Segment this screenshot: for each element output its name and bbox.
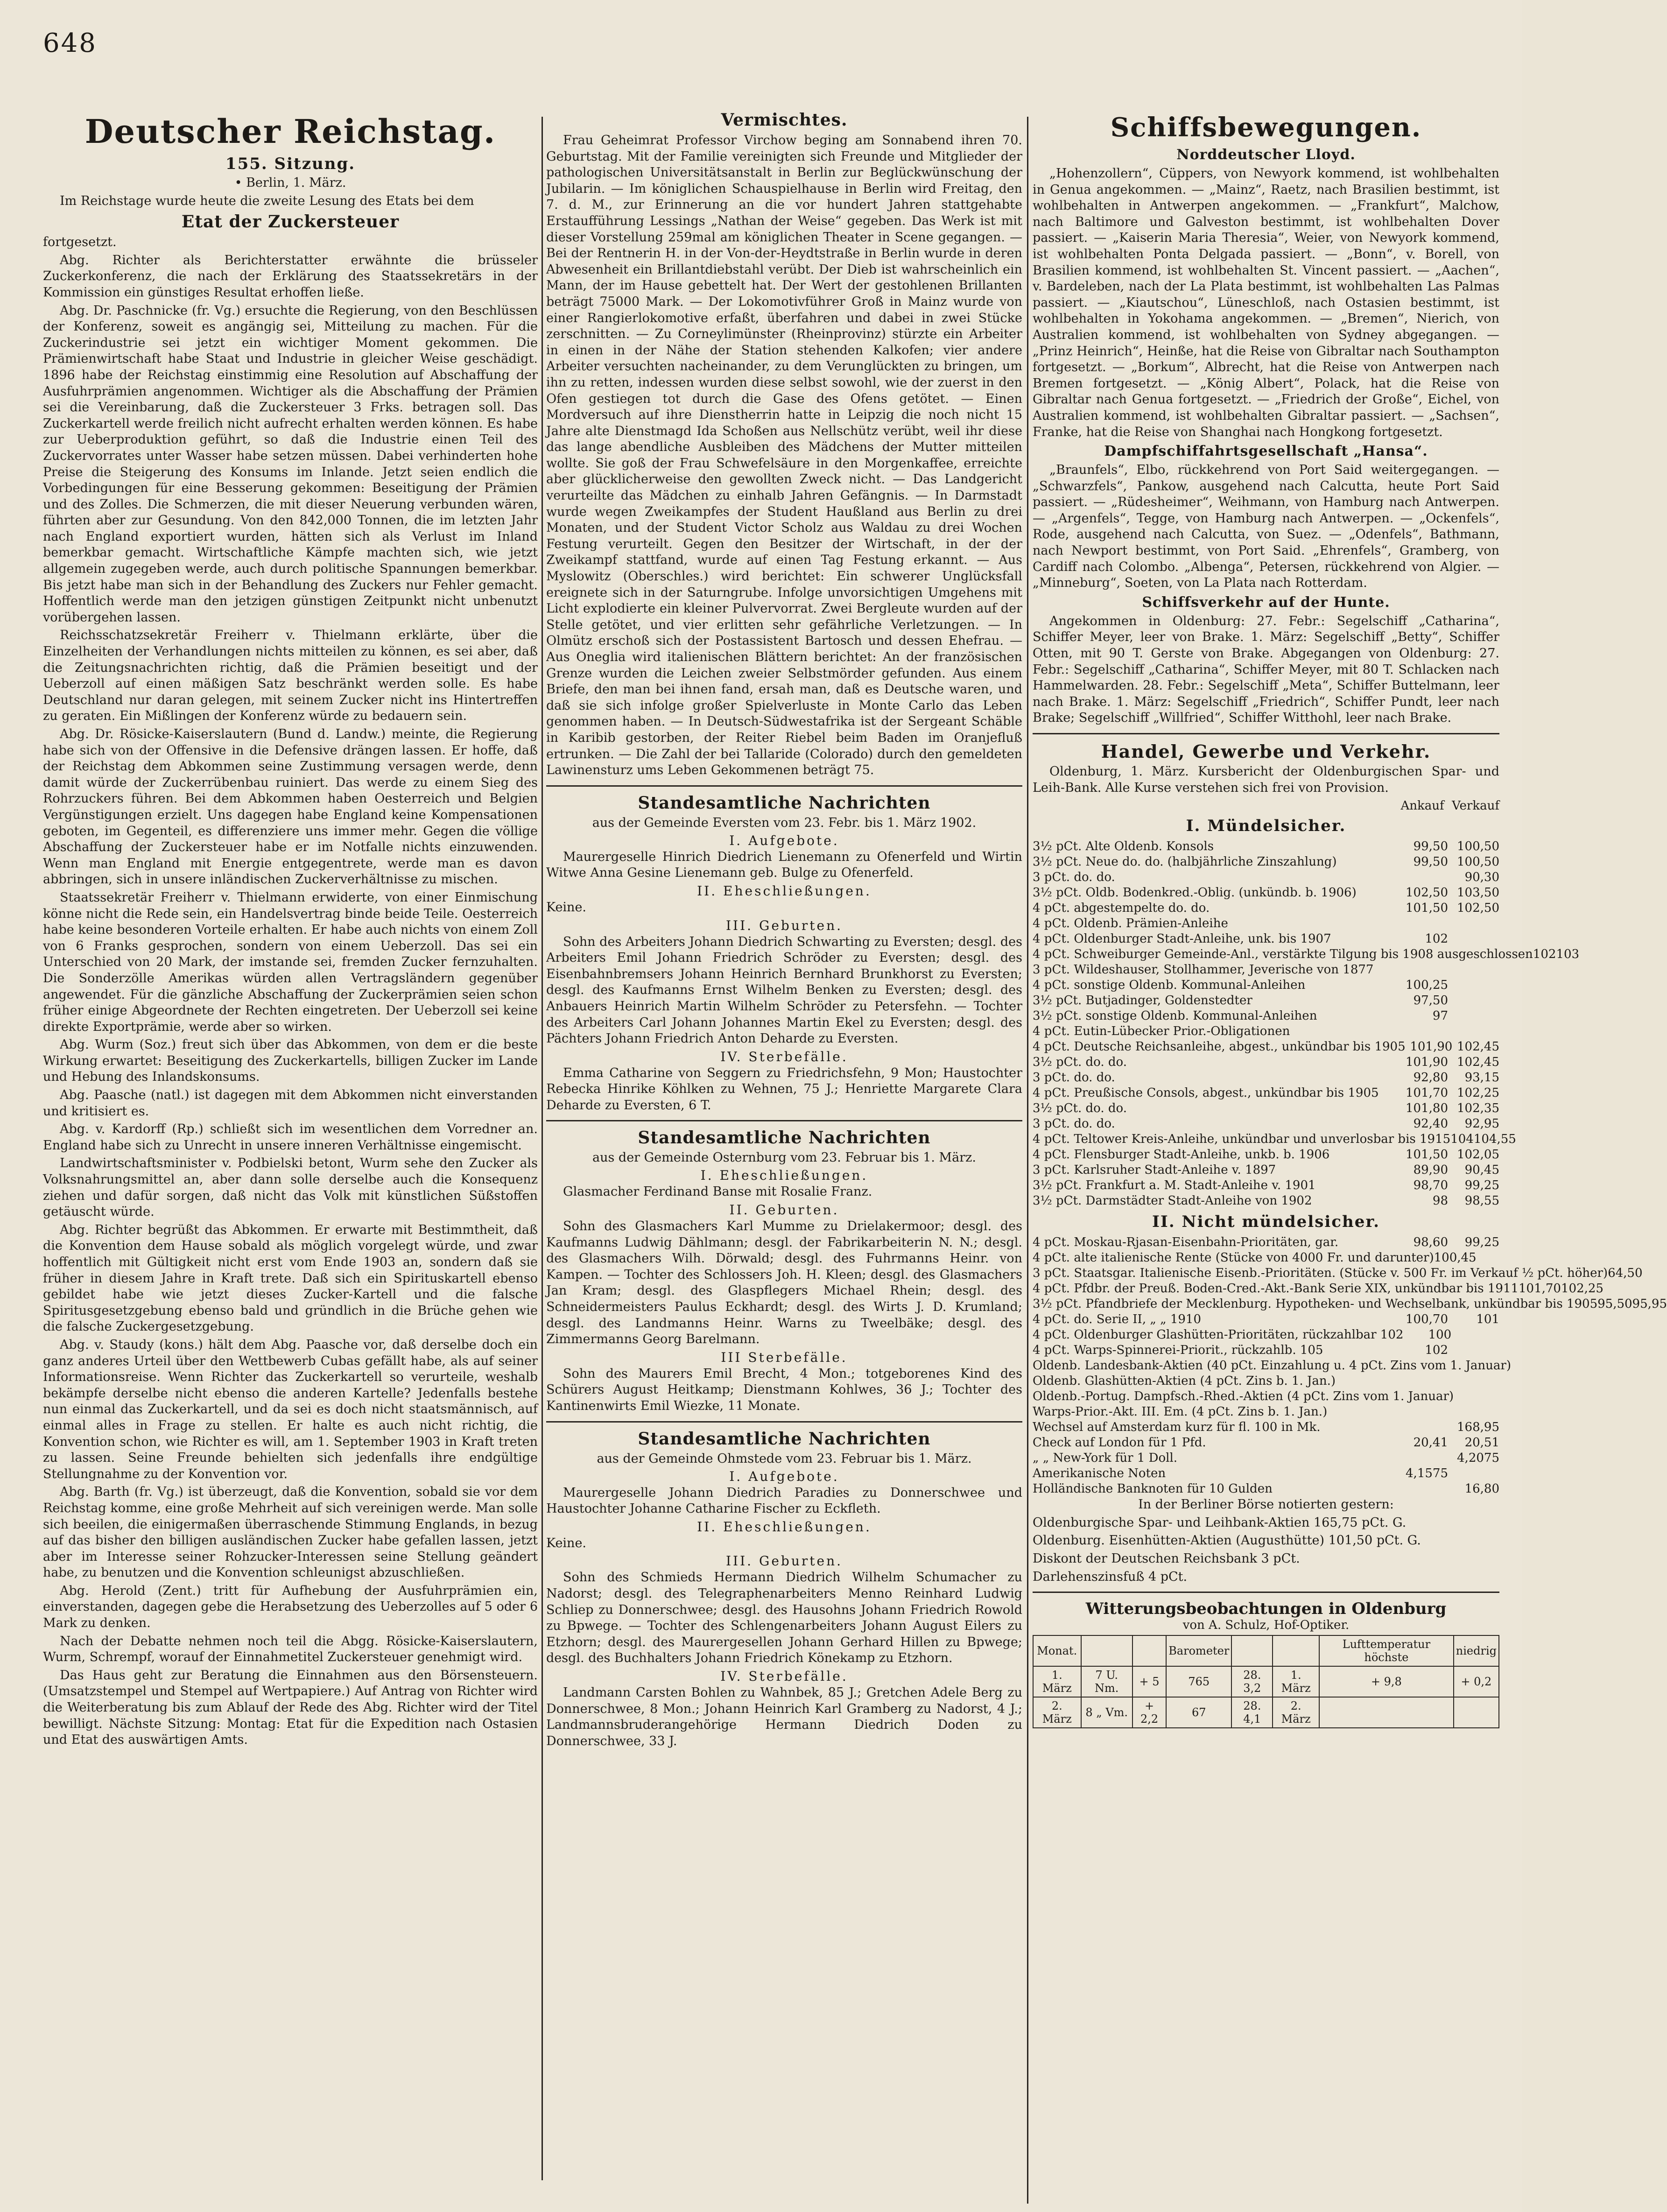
- paragraph: fortgesetzt.: [43, 235, 117, 250]
- table-row: [1033, 962, 1499, 978]
- security-name: 4 pCt. Eutin-Lübecker Prior.-Obligationen: [1033, 1024, 1290, 1039]
- security-name: Holländische Banknoten für 10 Gulden: [1033, 1482, 1273, 1496]
- finance-title: Handel, Gewerbe und Verkehr.: [1101, 741, 1431, 762]
- registry-text: Landmann Carsten Bohlen zu Wahnbek, 85 J.; Gretchen Adele Berg zu Donnerschwee, 8 Mon.; Johann Heinrich Karl Gramberg zu Nadorst, 4 J.; Landmannsbruderangehörige Hermann Diedrich Doden zu Donnerschwee, 33 J.: [546, 1685, 1022, 1748]
- table-row: [1033, 854, 1499, 870]
- table-row: [1033, 1358, 1511, 1374]
- buy-price: 102: [1425, 932, 1448, 946]
- weather-title: Witterungsbeobachtungen in Oldenburg: [1085, 1599, 1447, 1619]
- buy-price: 95,50: [1597, 1297, 1632, 1311]
- buy-price: [1397, 916, 1448, 931]
- weather-cell: + 2,2: [1132, 1697, 1166, 1728]
- sell-price: [1448, 1343, 1499, 1358]
- weather-body: [1033, 1666, 1499, 1728]
- sell-price: [1448, 1466, 1499, 1481]
- shipping-subtitle-hansa: Dampfschiffahrtsgesellschaft „Hansa“.: [1104, 443, 1428, 460]
- registry-text: Sohn des Glasmachers Karl Mumme zu Drielakermoor; desgl. des Kaufmanns Ludwig Dählmann; desgl. der Fabrikarbeiterin N. N.; desgl. des Glasmachers Wilh. Dörwald; desgl. des Fuhrmanns Heinr. von Kampen. — Tochter des Schlossers Joh. H. Kleen; desgl. des Glasmachers Jan Kram; desgl. des Glaspflegers Michael Rhein; desgl. des Schneidermeisters Paulus Eckhardt; desgl. des Wirts J. D. Krumland; desgl. des Landmanns Heinr. Warns zu Tweelbäke; desgl. des Zimmermanns Georg Barelmann.: [546, 1219, 1022, 1347]
- buy-price: 89,90: [1413, 1163, 1448, 1177]
- buy-price: 100,45: [1434, 1251, 1477, 1265]
- weather-header-cell: [1132, 1635, 1166, 1666]
- sell-price: 102,35: [1457, 1101, 1499, 1116]
- weather-subtitle: von A. Schulz, Hof-Optiker.: [1182, 1618, 1350, 1633]
- paragraph: Abg. Paasche (natl.) ist dagegen mit dem Abkommen nicht einverstanden und kritisiert es.: [43, 1088, 538, 1119]
- table-row: [1033, 1281, 1604, 1296]
- paragraph: Abg. v. Kardorff (Rp.) schließt sich im wesentlichen dem Vorredner an. England habe sich zu Unrecht in unsere inneren Verhältnisse eingemischt.: [43, 1122, 538, 1153]
- finance-category: II. Nicht mündelsicher.: [1152, 1212, 1380, 1232]
- security-name: 4 pCt. Warps-Spinnerei-Priorit., rückzahlb. 105: [1033, 1343, 1323, 1358]
- table-row: [1033, 1327, 1499, 1343]
- security-name: 3 pCt. do. do.: [1033, 1117, 1115, 1131]
- security-name: 3 pCt. do. do.: [1033, 1071, 1115, 1085]
- paragraph: Abg. Dr. Paschnicke (fr. Vg.) ersuchte die Regierung, von den Beschlüssen der Konferenz, soweit es angängig sei, Mitteilung zu machen. Für die Zuckerindustrie sei jetzt ein wichtiger Moment gekommen. Die Prämienwirtschaft habe Staat und Industrie in gleicher Weise geschädigt. 1896 habe der Reichstag einstimmig eine Resolution auf Abschaffung der Ausfuhrprämien angenommen. Wichtiger als die Abschaffung der Prämien sei die Vereinbarung, daß die Zuckersteuer 3 Frks. betragen soll. Das Zuckerkartell werde freilich nicht aufrecht erhalten werden können. Es habe zur Ueberproduktion geführt, so daß die Industrie einen Teil des Zuckervorrates unter Wasser habe setzen müssen. Dabei verhinderten hohe Preise die Steigerung des Konsums im Inlande. Jetzt seien endlich die Vorbedingungen für eine Besserung gekommen: Beseitigung der Prämien und des Zolles. Die Schmerzen, die mit dieser Neuerung verbunden wären, führten aber zur Gesundung. Von den 842,000 Tonnen, die im letzten Jahr nach England exportiert wurden, hätten sich als Verlust im Inland bemerkbar gemacht. Wirtschaftliche Kämpfe machten sich, wie jetzt allgemein zugegeben werde, auch durch politische Spannungen bemerkbar. Bis jetzt habe man sich in der Behandlung des Zuckers nur Fehler gemacht. Hoffentlich werde man den jetzigen günstigen Zeitpunkt nicht unbenutzt vorübergehen lassen.: [43, 303, 538, 625]
- registry-heading: IV. Sterbefälle.: [720, 1668, 848, 1684]
- buy-price: 100,25: [1406, 978, 1448, 993]
- weather-cell: 765: [1166, 1666, 1231, 1697]
- sell-price: 104,55: [1473, 1132, 1516, 1147]
- sell-price: [1448, 978, 1499, 993]
- sell-price: [1451, 1327, 1499, 1343]
- registry-text: Sohn des Arbeiters Johann Diedrich Schwarting zu Eversten; desgl. des Arbeiters Emil Johann Friedrich Schröder zu Eversten; desgl. des Eisenbahnbremsers Johann Heinrich Bernhard Brunkhorst zu Eversten; desgl. des Kaufmanns Ernst Wilhelm Benken zu Eversten; desgl. des Anbauers Heinrich Martin Wilhelm Schröder zu Petersfehn. — Tochter des Arbeiters Carl Johann Johannes Martin Ekel zu Eversten; desgl. des Pächters Johann Friedrich Anton Deharde zu Eversten.: [546, 934, 1022, 1046]
- buy-price: 92,40: [1413, 1117, 1448, 1131]
- registry-text: Sohn des Schmieds Hermann Diedrich Wilhelm Schumacher zu Nadorst; desgl. des Telegraphenarbeiters Menno Reinhard Ludwig Schliep zu Donnerschwee; desgl. des Hausohns Johann Friedrich Rowold zu Bpwege. — Tochter des Schlengenarbeiters Johann August Eilers zu Etzhorn; desgl. des Maurergesellen Johann Gerhard Hillen zu Bpwege; desgl. des Buchhalters Johann Friedrich Könekamp zu Etzhorn.: [546, 1570, 1022, 1666]
- buy-price: 100,70: [1406, 1312, 1448, 1327]
- sell-price: 100,50: [1457, 855, 1499, 869]
- weather-cell: [1454, 1697, 1499, 1728]
- column-divider: [1027, 117, 1028, 2204]
- table-row: [1033, 1697, 1499, 1728]
- table-row: [1033, 916, 1499, 931]
- security-name: 3½ pCt. Neue do. do. (halbjährliche Zinszahlung): [1033, 855, 1337, 869]
- buy-price: [1397, 1451, 1448, 1466]
- registry-heading: III. Geburten.: [725, 1553, 843, 1569]
- finance-table-1: [1033, 839, 1580, 1209]
- security-name: „ „ New-York für 1 Doll.: [1033, 1451, 1178, 1465]
- registry-subtitle: aus der Gemeinde Eversten vom 23. Febr. bis 1. März 1902.: [592, 815, 977, 830]
- finance-note: Oldenburg. Eisenhütten-Aktien (Augusthütte) 101,50 pCt. G.: [1033, 1533, 1421, 1548]
- security-name: 4 pCt. alte italienische Rente (Stücke von 4000 Fr. und darunter): [1033, 1251, 1434, 1265]
- shipping-title: Schiffsbewegungen.: [1110, 112, 1422, 143]
- sell-price: 102,45: [1457, 1055, 1499, 1070]
- registry-title: Standesamtliche Nachrichten: [638, 1429, 931, 1449]
- registry-title: Standesamtliche Nachrichten: [638, 1128, 931, 1148]
- sell-price: [1448, 1404, 1499, 1420]
- security-name: Amerikanische Noten: [1033, 1466, 1166, 1481]
- registry-heading: III. Geburten.: [725, 917, 843, 933]
- table-row: [1033, 1132, 1516, 1147]
- registry-text: Glasmacher Ferdinand Banse mit Rosalie Franz.: [563, 1184, 872, 1199]
- security-name: 3 pCt. Wildeshauser, Stollhammer, Jeverische von 1877: [1033, 963, 1374, 977]
- misc-body: [546, 133, 1022, 779]
- weather-cell: 67: [1166, 1697, 1231, 1728]
- finance-note: Darlehenszinsfuß 4 pCt.: [1033, 1569, 1188, 1584]
- sell-price: 102,05: [1457, 1148, 1499, 1162]
- table-row: [1033, 1435, 1499, 1451]
- column-divider: [542, 117, 543, 2180]
- security-name: 4 pCt. do. Serie II, „ „ 1910: [1033, 1312, 1201, 1327]
- sell-price: 102,25: [1457, 1086, 1499, 1100]
- buy-price: [1397, 1404, 1448, 1420]
- security-name: 3 pCt. Staatsgar. Italienische Eisenb.-Prioritäten. (Stücke v. 500 Fr. im Verkauf ½ pCt. höher): [1033, 1266, 1608, 1281]
- buy-price: [1397, 962, 1448, 978]
- weather-header-cell: [1081, 1635, 1132, 1666]
- registry-text: Keine.: [546, 900, 587, 915]
- sell-price: 101: [1476, 1312, 1499, 1327]
- paragraph: Abg. v. Staudy (kons.) hält dem Abg. Paasche vor, daß derselbe doch ein ganz anderes Urteil über den Wettbewerb Cubas gefällt habe, als auf seiner Informationsreise. Wenn Richter das Zuckerkartell so verurteile, weshalb bekämpfe derselbe nicht ebenso die anderen Kartelle? Jedenfalls bestehe nun einmal das Zuckerkartell, und da sei es doch nicht staatsmännisch, auf einmal alles in Frage zu stellen. Er halte es auch nicht richtig, die Konvention schon, wie Richter es will, am 1. September 1903 in Kraft treten zu lassen. Seine Freunde behielten sich jedenfalls ihre endgültige Stellungnahme zu der Konvention vor.: [43, 1337, 538, 1481]
- civil-registry-ohmstede: [546, 1429, 1022, 1750]
- buy-price: 101,80: [1406, 1101, 1448, 1116]
- registry-heading: III Sterbefälle.: [721, 1349, 848, 1365]
- weather-cell: 28. 4,1: [1231, 1697, 1273, 1728]
- sell-price: 102,45: [1457, 1040, 1499, 1054]
- paragraph: Nach der Debatte nehmen noch teil die Abgg. Rösicke-Kaiserslautern, Wurm, Schrempf, worauf der Einnahmetitel Zuckersteuer genehmigt wird.: [43, 1634, 538, 1665]
- buy-price: 98,70: [1413, 1178, 1448, 1193]
- sell-price: [1448, 962, 1499, 978]
- finance-subtitle: Oldenburg, 1. März. Kursbericht der Oldenburgischen Spar- und Leih-Bank. Alle Kurse verstehen sich frei von Provision.: [1033, 764, 1499, 795]
- registry-heading: II. Eheschließungen.: [697, 883, 872, 899]
- finance-note: In der Berliner Börse notierten gestern:: [1138, 1497, 1394, 1512]
- shipping-text: „Hohenzollern“, Cüppers, von Newyork kommend, ist wohlbehalten in Genua angekommen. — „Mainz“, Raetz, nach Brasilien bestimmt, ist wohlbehalten in Antwerpen angekommen. — „Frankfurt“, Malchow, nach Baltimore und Galveston bestimmt, ist wohlbehalten Dover passiert. — „Kaiserin Maria Theresia“, Weier, von Newyork kommend, ist wohlbehalten Ponta Delgada passiert. — „Bonn“, v. Borell, von Brasilien kommend, ist wohlbehalten St. Vincent passiert. — „Aachen“, v. Bardeleben, nach der La Plata bestimmt, ist wohlbehalten Las Palmas passiert. — „Kiautschou“, Lüneschloß, nach Ostasien bestimmt, ist wohlbehalten in Yokohama angekommen. — „Bremen“, Nierich, von Australien kommend, ist wohlbehalten von Sydney abgegangen. — „Prinz Heinrich“, Heinße, hat die Reise von Gibraltar nach Southampton fortgesetzt. — „Borkum“, Albrecht, hat die Reise von Antwerpen nach Bremen fortgesetzt. — „König Albert“, Polack, hat die Reise von Gibraltar nach Genua fortgesetzt. — „Friedrich der Große“, Eichel, von Australien kommend, ist wohlbehalten Gibraltar passiert. — „Sachsen“, Franke, hat die Reise von Shanghai nach Hongkong fortgesetzt.: [1033, 166, 1499, 439]
- security-name: 4 pCt. Flensburger Stadt-Anleihe, unkb. b. 1906: [1033, 1148, 1330, 1162]
- col-header-buy: Ankauf: [1400, 799, 1444, 813]
- security-name: 3½ pCt. Darmstädter Stadt-Anleihe von 1902: [1033, 1194, 1312, 1208]
- buy-price: 99,50: [1413, 839, 1448, 854]
- weather-header-cell: [1273, 1635, 1319, 1666]
- paragraph: Reichsschatzsekretär Freiherr v. Thielmann erklärte, über die Einzelheiten der Verhandlungen nichts mitteilen zu können, es sei aber, daß die Zeitungsnachrichten richtig, daß die Prämien beseitigt und der Ueberzoll auf einen mäßigen Satz beschränkt werden solle. Es habe Deutschland nur daran gelegen, mit seinem Zucker nicht ins Hintertreffen zu geraten. Ein Mißlingen der Konferenz würde zu bedauern sein.: [43, 628, 538, 724]
- buy-price: 64,50: [1608, 1266, 1643, 1281]
- security-name: 3½ pCt. Butjadinger, Goldenstedter: [1033, 993, 1252, 1008]
- registry-heading: I. Eheschließungen.: [700, 1168, 868, 1183]
- sell-price: [1477, 1250, 1499, 1266]
- table-row: [1033, 901, 1499, 916]
- article-body: [43, 234, 538, 1748]
- sell-price: [1448, 1008, 1499, 1024]
- registry-heading: II. Eheschließungen.: [697, 1519, 872, 1535]
- table-row: [1033, 1404, 1499, 1420]
- sell-price: 95,95: [1632, 1297, 1667, 1311]
- sell-price: 4,2075: [1457, 1451, 1499, 1465]
- buy-price: 20,41: [1413, 1436, 1448, 1450]
- hunte-title: Schiffsverkehr auf der Hunte.: [1142, 594, 1390, 611]
- paragraph: Staatssekretär Freiherr v. Thielmann erwiderte, von einer Einmischung könne nicht die Rede sein, ein Handelsvertrag binde beide Teile. Oesterreich habe keine besonderen Vorteile erhalten. Er habe auch nichts von einem Zoll von 6 Franks gesprochen, sondern von einem Ueberzoll. Das sei ein Unterschied von 20 Mark, der imstande sei, fremden Zucker fernzuhalten. Die Sonderzölle Amerikas würden allen Vertragsländern gegenüber angewendet. Für die gänzliche Abschaffung der Zuckerprämien seien schon früher einige Abgeordnete der Rechten eingetreten. Der Ueberzoll sei keine direkte Exportprämie, werde aber so wirken.: [43, 890, 538, 1034]
- table-row: [1033, 1116, 1499, 1132]
- column-miscellaneous: [546, 107, 1022, 2208]
- buy-price: 4,1575: [1406, 1466, 1448, 1481]
- sell-price: 20,51: [1464, 1436, 1499, 1450]
- buy-price: 98,60: [1413, 1235, 1448, 1250]
- finance-category: I. Mündelsicher.: [1186, 817, 1346, 836]
- divider: [546, 785, 1022, 787]
- weather-header-cell: Lufttemperatur höchste: [1319, 1635, 1454, 1666]
- security-name: 4 pCt. Oldenburger Glashütten-Prioritäten, rückzahlbar 102: [1033, 1328, 1404, 1342]
- sell-price: [1448, 931, 1499, 947]
- sell-price: 103,50: [1457, 886, 1499, 900]
- sell-price: [1448, 1374, 1499, 1389]
- table-row: [1033, 1296, 1667, 1312]
- etat-title: Etat der Zuckersteuer: [181, 212, 400, 232]
- table-row: [1033, 1101, 1499, 1116]
- security-name: Wechsel auf Amsterdam kurz für fl. 100 in Mk.: [1033, 1420, 1321, 1435]
- security-name: 3½ pCt. Oldb. Bodenkred.-Oblig. (unkündb. b. 1906): [1033, 886, 1357, 900]
- table-row: [1033, 1178, 1499, 1193]
- paragraph: Abg. Herold (Zent.) tritt für Aufhebung der Ausfuhrprämien ein, einverstanden, dagegen gebe die Herabsetzung des Ueberzolles auf 5 oder 6 Mark zu denken.: [43, 1583, 538, 1631]
- paragraph: Abg. Dr. Rösicke-Kaiserslautern (Bund d. Landw.) meinte, die Regierung habe sich von der Offensive in die Defensive drängen lassen. Er hoffe, daß der Reichstag dem Abkommen seine Zustimmung versagen werde, denn damit würde der Zuckerrübenbau ruiniert. Das werde zu einem Sieg des Rohrzuckers führen. Bei dem Abkommen haben Oesterreich und Belgien Vergünstigungen erzielt. Uns dagegen habe England keine Kompensationen geboten, im Gegenteil, es differenziere uns immer mehr. Gegen die völlige Abschaffung der Zuckersteuer habe er im Notfalle nichts einzuwenden. Wenn man England mit Energie entgegentrete, werde man es davon abbringen, sich in unsere inländischen Zuckerverhältnisse zu mischen.: [43, 727, 538, 887]
- table-row: [1033, 1235, 1499, 1250]
- security-name: 4 pCt. Oldenb. Prämien-Anleihe: [1033, 916, 1228, 931]
- divider: [546, 1120, 1022, 1121]
- section-title: Vermischtes.: [721, 110, 848, 130]
- column-reichstag: [43, 107, 538, 2115]
- buy-price: [1397, 1481, 1448, 1497]
- weather-cell: + 5: [1132, 1666, 1166, 1697]
- table-row: [1033, 1374, 1499, 1389]
- security-name: 3½ pCt. Alte Oldenb. Konsols: [1033, 839, 1214, 854]
- security-name: Check auf London für 1 Pfd.: [1033, 1436, 1206, 1450]
- registry-subtitle: aus der Gemeinde Osternburg vom 23. Februar bis 1. März.: [592, 1150, 976, 1165]
- registry-subtitle: aus der Gemeinde Ohmstede vom 23. Februar bis 1. März.: [597, 1451, 972, 1466]
- security-name: 4 pCt. abgestempelte do. do.: [1033, 901, 1210, 916]
- security-name: 4 pCt. Moskau-Rjasan-Eisenbahn-Prioritäten, gar.: [1033, 1235, 1339, 1250]
- weather-header-cell: niedrig: [1454, 1635, 1499, 1666]
- sell-price: 99,25: [1464, 1235, 1499, 1250]
- paragraph: Das Haus geht zur Beratung die Einnahmen aus den Börsensteuern. (Umsatzstempel und Stempel auf Wertpapiere.) Auf Antrag von Richter wird die Weiterberatung bis zum Ablauf der Rede des Abg. Richter wird der Titel bewilligt. Nächste Sitzung: Montag: Etat für die Expedition nach Ostasien und Etat des auswärtigen Amts.: [43, 1668, 538, 1747]
- table-row: [1033, 1085, 1499, 1101]
- buy-price: [1397, 1420, 1448, 1435]
- weather-cell: 2. März: [1273, 1697, 1319, 1728]
- table-row: [1033, 870, 1499, 885]
- hunte-text: Angekommen in Oldenburg: 27. Febr.: Segelschiff „Catharina“, Schiffer Meyer, leer von Brake. 1. März: Segelschiff „Betty“, Schiffer Otten, mit 90 T. Gerste von Brake. Abgegangen von Oldenburg: 27. Febr.: Segelschiff „Catharina“, Schiffer Meyer, mit 80 T. Schlacken nach Hammelwarden. 28. Febr.: Segelschiff „Meta“, Schiffer Buttelmann, leer nach Brake. 1. März: Segelschiff „Friedrich“, Schiffer Pundt, leer nach Brake; Segelschiff „Willfried“, Schiffer Witthohl, leer nach Brake.: [1033, 613, 1499, 726]
- weather-cell: 8 „ Vm.: [1081, 1697, 1132, 1728]
- security-name: 4 pCt. Pfdbr. der Preuß. Boden-Cred.-Akt.-Bank Serie XIX, unkündbar bis 1911: [1033, 1282, 1519, 1296]
- buy-price: [1397, 1024, 1448, 1039]
- article-masthead: Deutscher Reichstag.: [84, 112, 496, 151]
- buy-price: 101,90: [1406, 1055, 1448, 1070]
- registry-heading: II. Geburten.: [729, 1202, 839, 1218]
- page-number: 648: [43, 28, 97, 58]
- security-name: Oldenb. Landesbank-Aktien (40 pCt. Einzahlung u. 4 pCt. Zins vom 1. Januar): [1033, 1359, 1511, 1373]
- table-row: [1033, 1343, 1499, 1358]
- finance-note: Diskont der Deutschen Reichsbank 3 pCt.: [1033, 1551, 1300, 1566]
- security-name: 3½ pCt. Pfandbriefe der Mecklenburg. Hypotheken- und Wechselbank, unkündbar bis 1905: [1033, 1297, 1598, 1311]
- security-name: Oldenb.-Portug. Dampfsch.-Rhed.-Aktien (4 pCt. Zins vom 1. Januar): [1033, 1389, 1454, 1404]
- weather-cell: + 0,2: [1454, 1666, 1499, 1697]
- security-name: 3½ pCt. do. do.: [1033, 1055, 1127, 1070]
- paragraph: Abg. Wurm (Soz.) freut sich über das Abkommen, von dem er die beste Wirkung erwartet: Beseitigung des Zuckerkartells, billigen Zucker im Lande und Hebung des Inlandskonsums.: [43, 1037, 538, 1085]
- dateline: • Berlin, 1. März.: [234, 176, 346, 190]
- table-row: [1033, 1250, 1499, 1266]
- buy-price: 104: [1450, 1132, 1474, 1147]
- col-header-sell: Verkauf: [1452, 799, 1499, 813]
- column-shipping-finance: [1033, 107, 1667, 2208]
- weather-header-cell: Monat.: [1033, 1635, 1081, 1666]
- paragraph: Abg. Barth (fr. Vg.) ist überzeugt, daß die Konvention, sobald sie vor dem Reichstag komme, eine große Mehrheit auf sich vereinigen werde. Man solle sich beeilen, die einigermaßen überraschende Stimmung Englands, in bezug auf das bisher den billigen ausländischen Zucker habe gefallen lassen, jetzt aber im Interesse seiner Rohzucker-Interessen seine Stellung geändert habe, zu benutzen und die Konvention schleunigst abzuschließen.: [43, 1485, 538, 1580]
- weather-table: [1033, 1635, 1499, 1728]
- security-name: 3½ pCt. Frankfurt a. M. Stadt-Anleihe v. 1901: [1033, 1178, 1316, 1193]
- paragraph: Landwirtschaftsminister v. Podbielski betont, Wurm sehe den Zucker als Volksnahrungsmittel an, aber dann solle derselbe auch die Konsequenz ziehen und dafür sorgen, daß nicht das Volk mit künstlichen Süßstoffen getäuscht würde.: [43, 1156, 538, 1219]
- paragraph: Abg. Richter begrüßt das Abkommen. Er erwarte mit Bestimmtheit, daß die Konvention dem Hause sobald als möglich vorgelegt würde, und zwar hoffentlich mit Gültigkeit nicht erst vom Ende 1903 an, sondern daß sie früher in diesem Jahre in Kraft trete. Daß sich ein Spirituskartell ebenso gebildet habe wie jetzt dieses Zucker-Kartell und die falsche Spiritusgesetzgebung ebenso bald und gründlich in die Brüche gehen wie die falsche Zuckergesetzgebung.: [43, 1222, 538, 1334]
- buy-price: 102: [1425, 1343, 1448, 1358]
- security-name: 4 pCt. Schweiburger Gemeinde-Anl., verstärkte Tilgung bis 1908 ausgeschlossen: [1033, 947, 1533, 962]
- security-name: 4 pCt. Teltower Kreis-Anleihe, unkündbar und unverlosbar bis 1915: [1033, 1132, 1451, 1147]
- table-row: [1033, 1193, 1499, 1209]
- sell-price: 93,15: [1464, 1071, 1499, 1085]
- intro-text: Im Reichstage wurde heute die zweite Lesung des Etats bei dem: [60, 193, 474, 208]
- security-name: 3 pCt. Karlsruher Stadt-Anleihe v. 1897: [1033, 1163, 1276, 1177]
- divider: [1033, 733, 1499, 734]
- divider: [546, 1421, 1022, 1423]
- sell-price: [1448, 916, 1499, 931]
- table-row: [1033, 1024, 1499, 1039]
- shipping-text-hansa: „Braunfels“, Elbo, rückkehrend von Port Said weitergegangen. — „Schwarzfels“, Pankow, ausgehend nach Calcutta, heute Port Said passiert. — „Rüdesheimer“, Weihmann, von Hamburg nach Antwerpen. — „Argenfels“, Tegge, von Hamburg nach Antwerpen. — „Ockenfels“, Rode, ausgehend nach Calcutta, von Suez. — „Odenfels“, Bathmann, nach Newport bestimmt, von Port Said. „Ehrenfels“, Gramberg, von Cardiff nach Colombo. „Albenga“, Petersen, rückkehrend von Algier. — „Minneburg“, Soeten, von La Plata nach Rotterdam.: [1033, 463, 1499, 591]
- registry-text: Maurergeselle Johann Diedrich Paradies zu Donnerschwee und Haustochter Johanne Catharine Fischer zu Eckfleth.: [546, 1485, 1022, 1516]
- security-name: 4 pCt. Deutsche Reichsanleihe, abgest., unkündbar bis 1905: [1033, 1040, 1406, 1054]
- table-row: [1033, 1070, 1499, 1085]
- table-row: [1033, 839, 1499, 854]
- buy-price: [1397, 870, 1448, 885]
- sell-price: [1448, 993, 1499, 1008]
- weather-cell: 1. März: [1273, 1666, 1319, 1697]
- security-name: Oldenb. Glashütten-Aktien (4 pCt. Zins b. 1. Jan.): [1033, 1374, 1336, 1388]
- sell-price: 92,95: [1464, 1117, 1499, 1131]
- paragraph: Frau Geheimrat Professor Virchow beging am Sonnabend ihren 70. Geburtstag. Mit der Familie vereinigten sich Freunde und Mitglieder der pathologischen Universitätsanstalt in Berlin zur Beglückwünschung der Jubilarin. — Im königlichen Schauspielhause in Berlin wird Freitag, den 7. d. M., zur Erinnerung an die vor hundert Jahren stattgehabte Erstaufführung Lessings „Nathan der Weise“ gegeben. Das Werk ist mit dieser Vorstellung 259mal am königlichen Theater in Scene gegangen. — Bei der Rentnerin H. in der Von-der-Heydtstraße in Berlin wurde in deren Abwesenheit ein Brillantdiebstahl verübt. Der Dieb ist wahrscheinlich ein Mann, der im Hause gebettelt hat. Der Wert der gestohlenen Brillanten beträgt 75000 Mark. — Der Lokomotivführer Groß in Mainz wurde von einer Rangierlokomotive erfaßt, überfahren und dabei in zwei Stücke zerschnitten. — Zu Corneylimünster (Rheinprovinz) stürzte ein Arbeiter in einen in der Nähe der Station stehenden Kalkofen; vier andere Arbeiter versuchten nacheinander, zu dem Verunglückten zu bringen, um ihn zu retten, indessen wurden diese selbst sowohl, wie der zuerst in den Ofen gestiegen tot durch die Gase des Ofens getötet. — Einen Mordversuch auf ihre Dienstherrin hatte in Leipzig die noch nicht 15 Jahre alte Dienstmagd Ida Schoßen aus Nellschütz verübt, weil ihr diese das lange abendliche Ausbleiben des Mädchens der Mutter mitteilen wollte. Sie goß der Frau Schwefelsäure in den Morgenkaffee, erreichte aber glücklicherweise den gewollten Zweck nicht. — Das Landgericht verurteilte das Mädchen zu einhalb Jahren Gefängnis. — In Darmstadt wurde wegen Zweikampfes der Student Haußland aus Berlin zu drei Monaten, und der Student Victor Scholz aus Waldau zu drei Wochen Festung verurteilt. Gegen den Besitzer der Wirtschaft, in der der Zweikampf stattfand, wurde auf einen Tag Festung erkannt. — Aus Myslowitz (Oberschles.) wird berichtet: Ein schwerer Unglücksfall ereignete sich in der Saturngrube. Infolge unvorsichtigen Umgehens mit Licht explodierte ein kleiner Pulvervorrat. Zwei Bergleute wurden auf der Stelle getötet, und vier erlitten sehr gefährliche Verletzungen. — In Olmütz erschoß sich der Postassistent Bartosch und dessen Ehefrau. — Aus Oneglia wird italienischen Blättern berichtet: An der französischen Grenze wurden die Leichen zweier Selbstmörder gefunden. Aus einem Briefe, den man bei ihnen fand, ersah man, daß es Deutsche waren, und daß sie sich infolge großer Spielverluste in Monte Carlo das Leben genommen haben. — In Deutsch-Südwestafrika ist der Sergeant Schäble in Karibib gestorben, der Reiter Riebel beim Baden im Oranjefluß ertrunken. — Die Zahl der bei Tallaride (Colorado) durch den gemeldeten Lawinensturz ums Leben Gekommenen beträgt 75.: [546, 133, 1022, 778]
- weather-cell: 2. März: [1033, 1697, 1081, 1728]
- registry-text: Sohn des Maurers Emil Brecht, 4 Mon.; totgeborenes Kind des Schürers August Heitkamp; Dienstmann Kohlwes, 36 J.; Tochter des Kantinenwirts Emil Wiezke, 11 Monate.: [546, 1366, 1022, 1413]
- buy-price: 92,80: [1413, 1071, 1448, 1085]
- buy-price: 98: [1432, 1194, 1448, 1208]
- buy-price: [1454, 1389, 1477, 1404]
- registry-heading: IV. Sterbefälle.: [720, 1049, 848, 1064]
- buy-price: 99,50: [1413, 855, 1448, 869]
- sell-price: 99,25: [1464, 1178, 1499, 1193]
- table-row: [1033, 1039, 1499, 1055]
- table-row: [1033, 1451, 1499, 1466]
- buy-price: 101,50: [1406, 1148, 1448, 1162]
- security-name: 4 pCt. sonstige Oldenb. Kommunal-Anleihen: [1033, 978, 1306, 993]
- registry-text: Emma Catharine von Seggern zu Friedrichsfehn, 9 Mon; Haustochter Rebecka Hinrike Köhlken zu Wehnen, 75 J.; Henriette Margarete Clara Deharde zu Eversten, 6 T.: [546, 1065, 1022, 1113]
- table-row: [1033, 931, 1499, 947]
- table-row: [1033, 1266, 1643, 1281]
- buy-price: 97: [1432, 1009, 1448, 1023]
- table-row: [1033, 978, 1499, 993]
- sell-price: [1477, 1389, 1499, 1404]
- sell-price: [1448, 1024, 1499, 1039]
- table-row: [1033, 1055, 1499, 1070]
- civil-registry-osternburg: [546, 1128, 1022, 1414]
- table-row: [1033, 1147, 1499, 1162]
- weather-cell: 28. 3,2: [1231, 1666, 1273, 1697]
- registry-heading: I. Aufgebote.: [729, 1468, 839, 1484]
- buy-price: [1397, 1374, 1448, 1389]
- table-row: [1033, 947, 1580, 962]
- table-row: [1033, 1312, 1499, 1327]
- sell-price: 100,50: [1457, 839, 1499, 854]
- table-row: [1033, 885, 1499, 901]
- registry-text: Maurergeselle Hinrich Diedrich Lienemann zu Ofenerfeld und Wirtin Witwe Anna Gesine Lienemann geb. Bulge zu Ofenerfeld.: [546, 849, 1022, 881]
- buy-price: 102,50: [1406, 886, 1448, 900]
- buy-price: 97,50: [1413, 993, 1448, 1008]
- table-row: [1033, 993, 1499, 1008]
- table-row: [1033, 1162, 1499, 1178]
- sell-price: 90,45: [1464, 1163, 1499, 1177]
- paragraph: Abg. Richter als Berichterstatter erwähnte die brüsseler Zuckerkonferenz, die nach der Erklärung des Staatssekretärs in der Kommission ein günstiges Resultat erhoffen ließe.: [43, 253, 538, 300]
- finance-columns: [1033, 799, 1499, 813]
- buy-price: 102: [1533, 947, 1556, 962]
- session-number: 155. Sitzung.: [225, 155, 356, 173]
- buy-price: 101,90: [1410, 1040, 1453, 1054]
- table-row: [1033, 1481, 1499, 1497]
- sell-price: 168,95: [1457, 1420, 1499, 1435]
- security-name: Warps-Prior.-Akt. III. Em. (4 pCt. Zins b. 1. Jan.): [1033, 1405, 1328, 1419]
- buy-price: 100: [1428, 1328, 1452, 1342]
- security-name: 3½ pCt. do. do.: [1033, 1101, 1127, 1116]
- table-row: [1033, 1466, 1499, 1481]
- buy-price: 101,70: [1519, 1282, 1561, 1296]
- weather-cell: + 9,8: [1319, 1666, 1454, 1697]
- buy-price: 101,50: [1406, 901, 1448, 916]
- security-name: 4 pCt. Oldenburger Stadt-Anleihe, unk. bis 1907: [1033, 932, 1331, 946]
- weather-header-cell: Barometer: [1166, 1635, 1231, 1666]
- weather-header-cell: [1231, 1635, 1273, 1666]
- security-name: 3½ pCt. sonstige Oldenb. Kommunal-Anleihen: [1033, 1009, 1317, 1023]
- weather-cell: [1319, 1697, 1454, 1728]
- table-row: [1033, 1008, 1499, 1024]
- sell-price: 90,30: [1464, 870, 1499, 885]
- registry-text: Keine.: [546, 1536, 587, 1550]
- sell-price: 102,50: [1457, 901, 1499, 916]
- registry-heading: I. Aufgebote.: [729, 832, 839, 848]
- weather-cell: 7 U. Nm.: [1081, 1666, 1132, 1697]
- registry-title: Standesamtliche Nachrichten: [638, 793, 931, 813]
- weather-header-row: [1033, 1635, 1499, 1666]
- sell-price: 16,80: [1464, 1482, 1499, 1496]
- sell-price: 103: [1556, 947, 1580, 962]
- divider: [1033, 1592, 1499, 1593]
- sell-price: 102,25: [1561, 1282, 1604, 1296]
- table-row: [1033, 1389, 1499, 1404]
- finance-note: Oldenburgische Spar- und Leihbank-Aktien 165,75 pCt. G.: [1033, 1515, 1407, 1530]
- table-row: [1033, 1420, 1499, 1435]
- security-name: 3 pCt. do. do.: [1033, 870, 1115, 885]
- shipping-subtitle: Norddeutscher Lloyd.: [1176, 147, 1356, 163]
- weather-cell: 1. März: [1033, 1666, 1081, 1697]
- security-name: 4 pCt. Preußische Consols, abgest., unkündbar bis 1905: [1033, 1086, 1379, 1100]
- finance-table-2: [1033, 1235, 1667, 1497]
- table-row: [1033, 1666, 1499, 1697]
- sell-price: 98,55: [1464, 1194, 1499, 1208]
- civil-registry-eversten: [546, 793, 1022, 1114]
- buy-price: 101,70: [1406, 1086, 1448, 1100]
